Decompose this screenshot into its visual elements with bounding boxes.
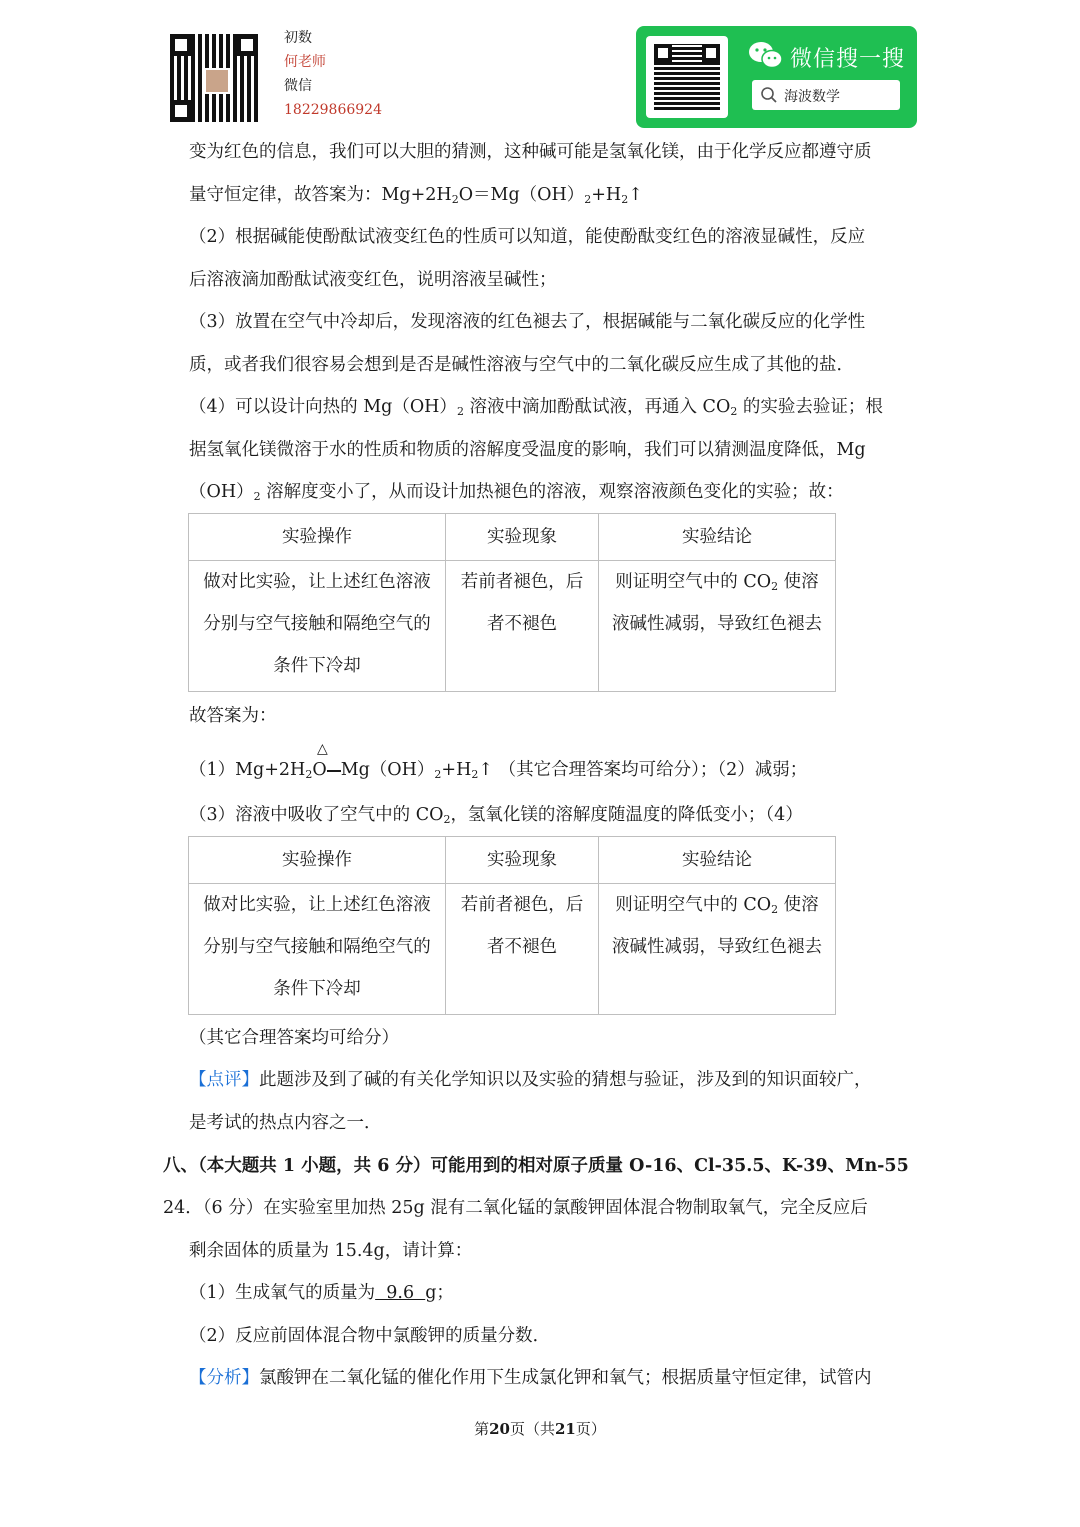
text-line-9: $(OH)_2$ 溶解度变小了，从而设计加热褪色的溶液，观察溶液颜色变化的实验；故： xyxy=(189,482,844,503)
question-24-part-2: （2）反应前固体混合物中氯酸钾的质量分数． xyxy=(189,1326,551,1346)
table-header-operation: 实验操作 xyxy=(189,514,446,561)
answer-line-1: $(1)Mg+2H_2O$ $Mg(OH)_2+H_2↑$ （其它合理答案均可给分）；（2）减弱； xyxy=(189,760,808,781)
table-cell-operation: 做对比实验，让上述红色溶液 分别与空气接触和隔绝空气的 条件下冷却 xyxy=(189,561,446,692)
wechat-search-banner xyxy=(636,26,917,128)
contact-qr-code xyxy=(170,34,258,122)
table-header-phenomenon: 实验现象 xyxy=(446,514,599,561)
question-24-line-2: 剩余固体的质量为 15.4g，请计算： xyxy=(189,1241,473,1261)
text-line-6: 质，或者我们很容易会想到是否是碱性溶液与空气中的二氧化碳反应生成了其他的盐． xyxy=(189,355,854,375)
contact-phone: 18229866924 xyxy=(284,102,382,118)
wechat-search-box[interactable] xyxy=(752,80,900,110)
wechat-search-query: 海波数学 xyxy=(784,89,840,105)
text-line-2: 量守恒定律，故答案为：$Mg+2H_2O=Mg(OH)_2+H_2↑$ xyxy=(189,185,643,206)
table-header-phenomenon: 实验现象 xyxy=(446,837,599,884)
analysis-tag: 【分析】 xyxy=(189,1368,259,1388)
table-header-operation: 实验操作 xyxy=(189,837,446,884)
answer-line-3: （3）溶液中吸收了空气中的 $CO_2$，氢氧化镁的溶解度随温度的降低变小；（4） xyxy=(189,805,803,826)
contact-wechat-label: 微信 xyxy=(284,78,312,94)
wechat-search-title: 微信搜一搜 xyxy=(790,47,906,72)
question-24-part-1: （1）生成氧气的质量为 9.6 g； xyxy=(189,1283,454,1303)
analysis-line: 【分析】氯酸钾在二氧化锰的催化作用下生成氯化钾和氧气；根据质量守恒定律，试管内 xyxy=(189,1368,872,1388)
question-24-line-1: 24．（6 分）在实验室里加热 25g 混有二氧化锰的氯酸钾固体混合物制取氧气，完全反应后 xyxy=(163,1198,868,1218)
answer-intro: 故答案为： xyxy=(189,706,277,726)
contact-teacher: 何老师 xyxy=(284,54,326,70)
text-line-5: （3）放置在空气中冷却后，发现溶液的红色褪去了，根据碱能与二氧化碳反应的化学性 xyxy=(189,312,866,332)
table-header-conclusion: 实验结论 xyxy=(599,837,836,884)
review-line-2: 是考试的热点内容之一． xyxy=(189,1113,382,1133)
section-title: 八、（本大题共 1 小题，共 6 分）可能用到的相对原子质量 O-16、Cl-35.5、K-39、Mn-55 xyxy=(163,1156,909,1176)
text-line-7: （4）可以设计向热的 $Mg(OH)_2$ 溶液中滴加酚酞试液，再通入 $CO_2$ 的实验去验证；根 xyxy=(189,397,883,418)
table-cell-conclusion: 则证明空气中的 $CO_2$ 使溶 液碱性减弱，导致红色褪去 xyxy=(599,884,836,1015)
text-line-3: （2）根据碱能使酚酞试液变红色的性质可以知道，能使酚酞变红色的溶液显碱性，反应 xyxy=(189,227,866,247)
text-line-4: 后溶液滴加酚酞试液变红色，说明溶液呈碱性； xyxy=(189,270,557,290)
contact-info xyxy=(284,26,382,122)
answer-blank: 9.6 xyxy=(375,1283,426,1303)
current-page: 20 xyxy=(489,1420,510,1438)
table-cell-operation: 做对比实验，让上述红色溶液 分别与空气接触和隔绝空气的 条件下冷却 xyxy=(189,884,446,1015)
review-line-1: 【点评】此题涉及到了碱的有关化学知识以及实验的猜想与验证，涉及到的知识面较广， xyxy=(189,1070,872,1090)
table-header-conclusion: 实验结论 xyxy=(599,514,836,561)
total-pages: 21 xyxy=(555,1420,576,1438)
experiment-table-2 xyxy=(188,836,836,1015)
wechat-icon xyxy=(748,40,784,70)
wechat-qr-code xyxy=(646,36,728,118)
contact-subject: 初数 xyxy=(284,30,312,46)
search-icon xyxy=(760,86,778,104)
text-line-8: 据氢氧化镁微溶于水的性质和物质的溶解度受温度的影响，我们可以猜测温度降低，Mg xyxy=(189,440,866,460)
text-line-1: 变为红色的信息，我们可以大胆的猜测，这种碱可能是氢氧化镁，由于化学反应都遵守质 xyxy=(189,142,872,162)
table-cell-phenomenon: 若前者褪色，后 者不褪色 xyxy=(446,561,599,692)
note-line: （其它合理答案均可给分） xyxy=(189,1028,399,1048)
reaction-condition-triangle: △ xyxy=(317,741,328,757)
reaction-bar xyxy=(327,770,341,772)
review-tag: 【点评】 xyxy=(189,1070,259,1090)
table-cell-conclusion: 则证明空气中的 $CO_2$ 使溶 液碱性减弱，导致红色褪去 xyxy=(599,561,836,692)
page-footer: 第20页（共21页） xyxy=(474,1420,606,1438)
table-cell-phenomenon: 若前者褪色，后 者不褪色 xyxy=(446,884,599,1015)
experiment-table-1 xyxy=(188,513,836,692)
